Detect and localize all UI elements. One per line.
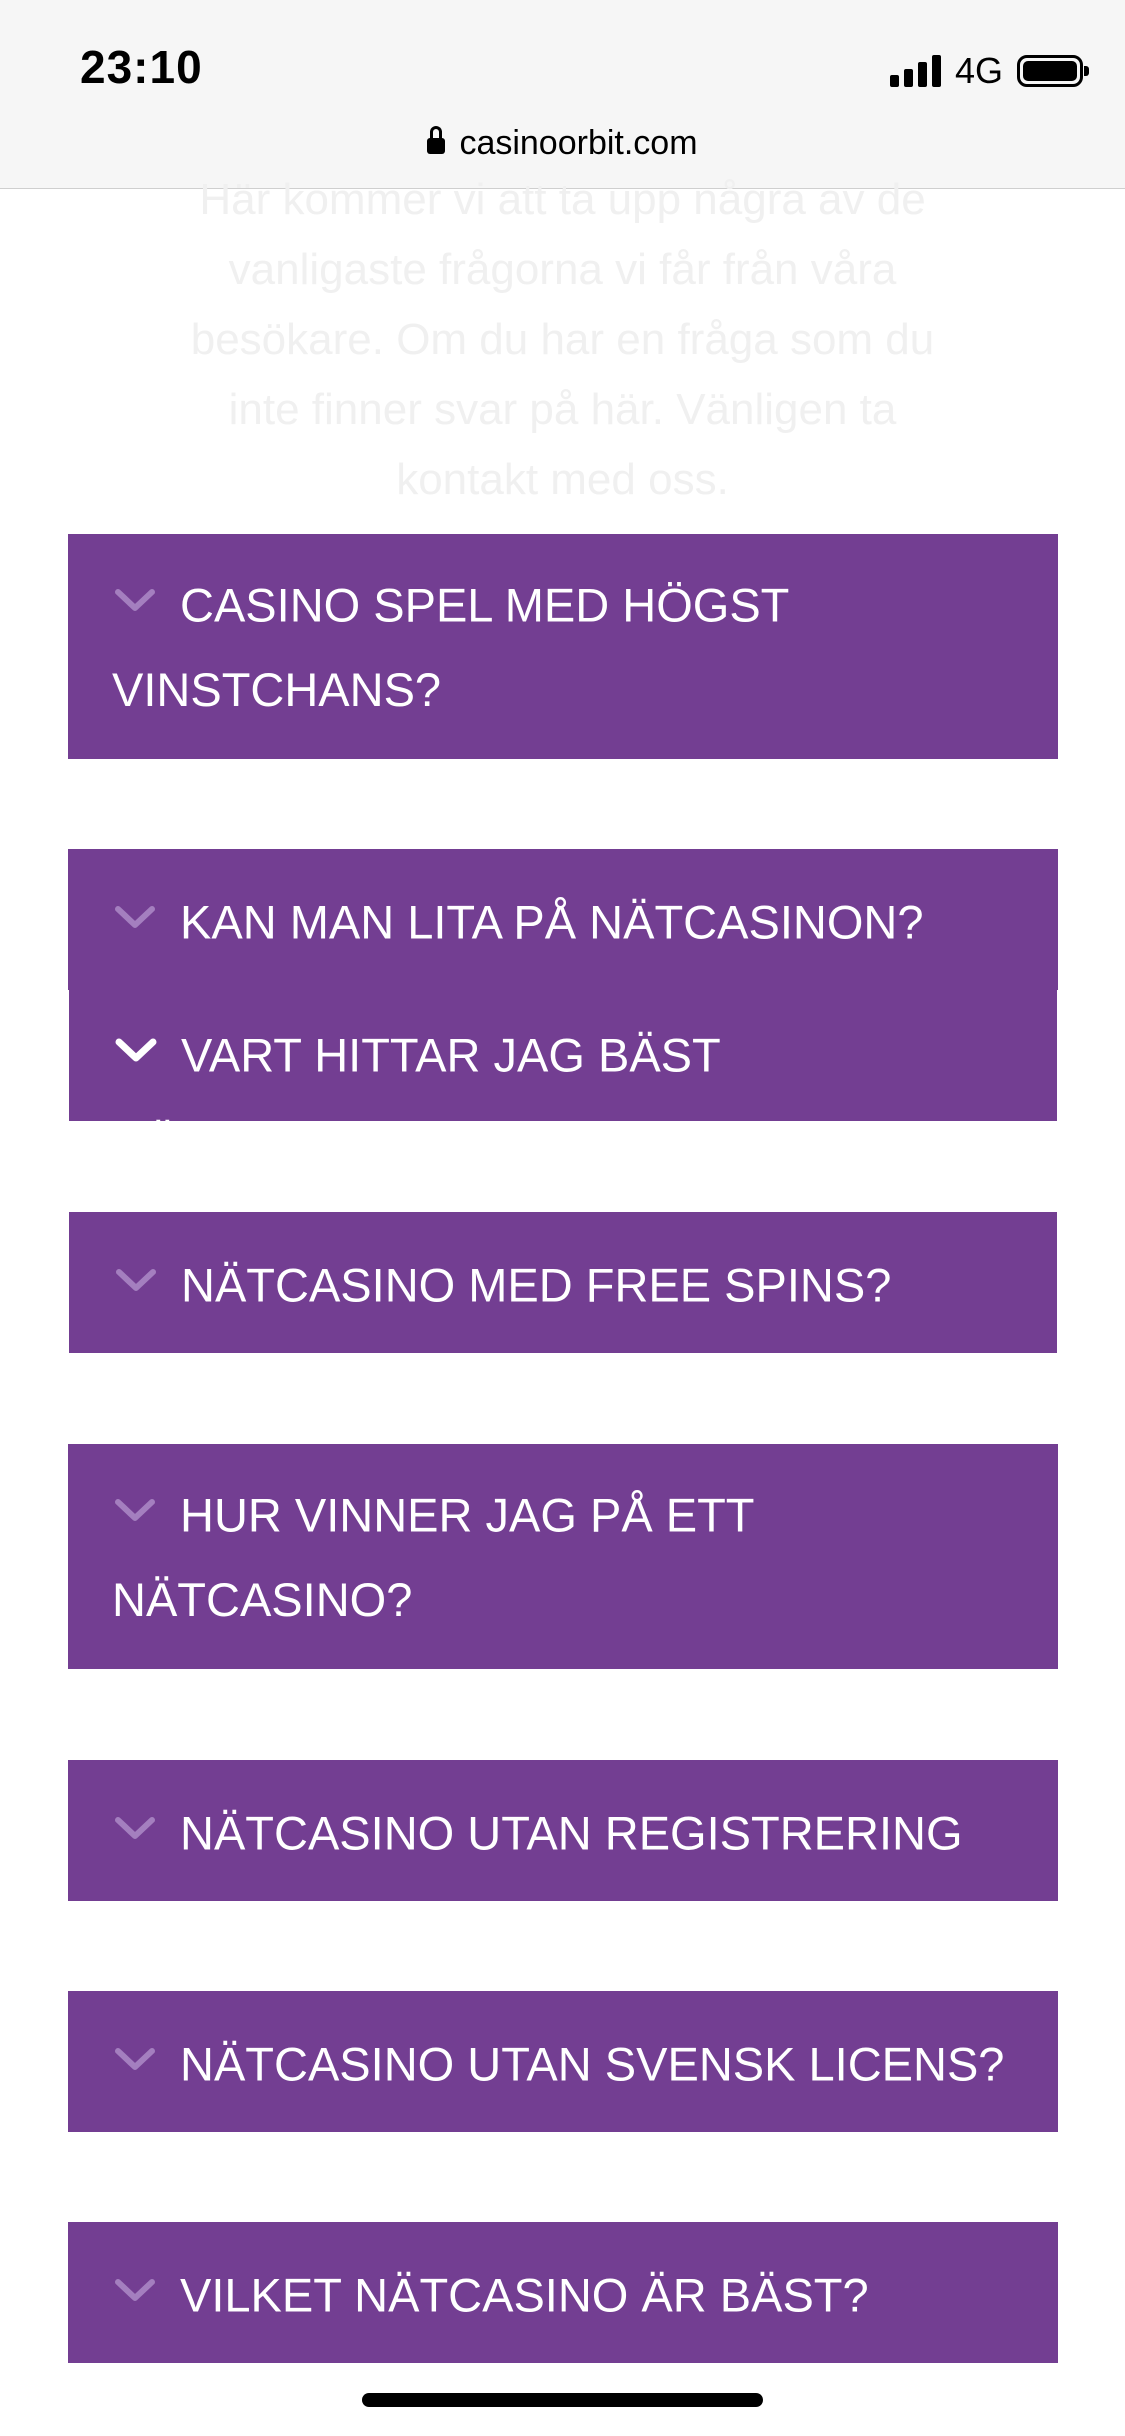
faq-question: HUR VINNER JAG PÅ ETT xyxy=(180,1488,755,1542)
chevron-down-icon xyxy=(112,1490,158,1530)
status-indicators xyxy=(890,50,1083,92)
faq-question: KAN MAN LITA PÅ NÄTCASINON? xyxy=(180,895,924,949)
browser-top-bar xyxy=(0,0,1125,189)
faq-item-utan-registrering[interactable] xyxy=(68,1760,1058,1901)
faq-item-free-spins[interactable] xyxy=(69,1212,1057,1353)
chevron-down-icon xyxy=(112,2039,158,2079)
faq-question-line2: NÄTCASINO? xyxy=(112,1572,413,1626)
faq-item-lita-pa[interactable] xyxy=(68,849,1058,990)
chevron-down-icon xyxy=(112,1808,158,1848)
intro-line: Här kommer vi att ta upp några av de xyxy=(199,175,926,224)
faq-question: NÄTCASINO UTAN SVENSK LICENS? xyxy=(180,2037,1005,2091)
faq-item-hur-vinner[interactable] xyxy=(68,1444,1058,1669)
network-type: 4G xyxy=(954,50,1003,91)
faq-question: CASINO SPEL MED HÖGST xyxy=(180,578,790,632)
faq-item-vart-hittar[interactable] xyxy=(69,990,1057,1170)
faq-question: VILKET NÄTCASINO ÄR BÄST? xyxy=(180,2268,869,2322)
home-indicator[interactable] xyxy=(362,2393,763,2407)
lock-icon xyxy=(427,134,445,158)
faq-item-vilket-bast[interactable] xyxy=(68,2222,1058,2363)
chevron-down-icon xyxy=(112,897,158,937)
chevron-down-icon xyxy=(112,580,158,620)
chevron-down-icon xyxy=(112,2270,158,2310)
address-bar[interactable] xyxy=(0,118,1125,168)
faq-question: NÄTCASINO UTAN REGISTRERING xyxy=(180,1806,963,1860)
signal-icon xyxy=(890,55,941,87)
faq-question: NÄTCASINO MED FREE SPINS? xyxy=(181,1258,892,1312)
faq-item-utan-svensk-licens[interactable] xyxy=(68,1991,1058,2132)
battery-icon xyxy=(1017,55,1083,87)
intro-line: inte finner svar på här. Vänligen ta xyxy=(228,385,897,434)
chevron-down-icon xyxy=(113,1260,159,1300)
status-time: 23:10 xyxy=(80,41,203,93)
intro-line: kontakt med oss. xyxy=(396,455,729,504)
faq-question: VART HITTAR JAG BÄST NÄTCASINO? xyxy=(113,1028,720,1170)
faq-intro-text xyxy=(140,165,985,515)
url-text: casinoorbit.com xyxy=(459,123,698,162)
faq-question-line2: VINSTCHANS? xyxy=(112,662,442,716)
intro-line: vanligaste frågorna vi får från våra xyxy=(228,245,897,294)
intro-line: besökare. Om du har en fråga som du xyxy=(190,315,935,364)
chevron-down-icon xyxy=(113,1030,159,1070)
faq-item-casino-spel[interactable] xyxy=(68,534,1058,759)
